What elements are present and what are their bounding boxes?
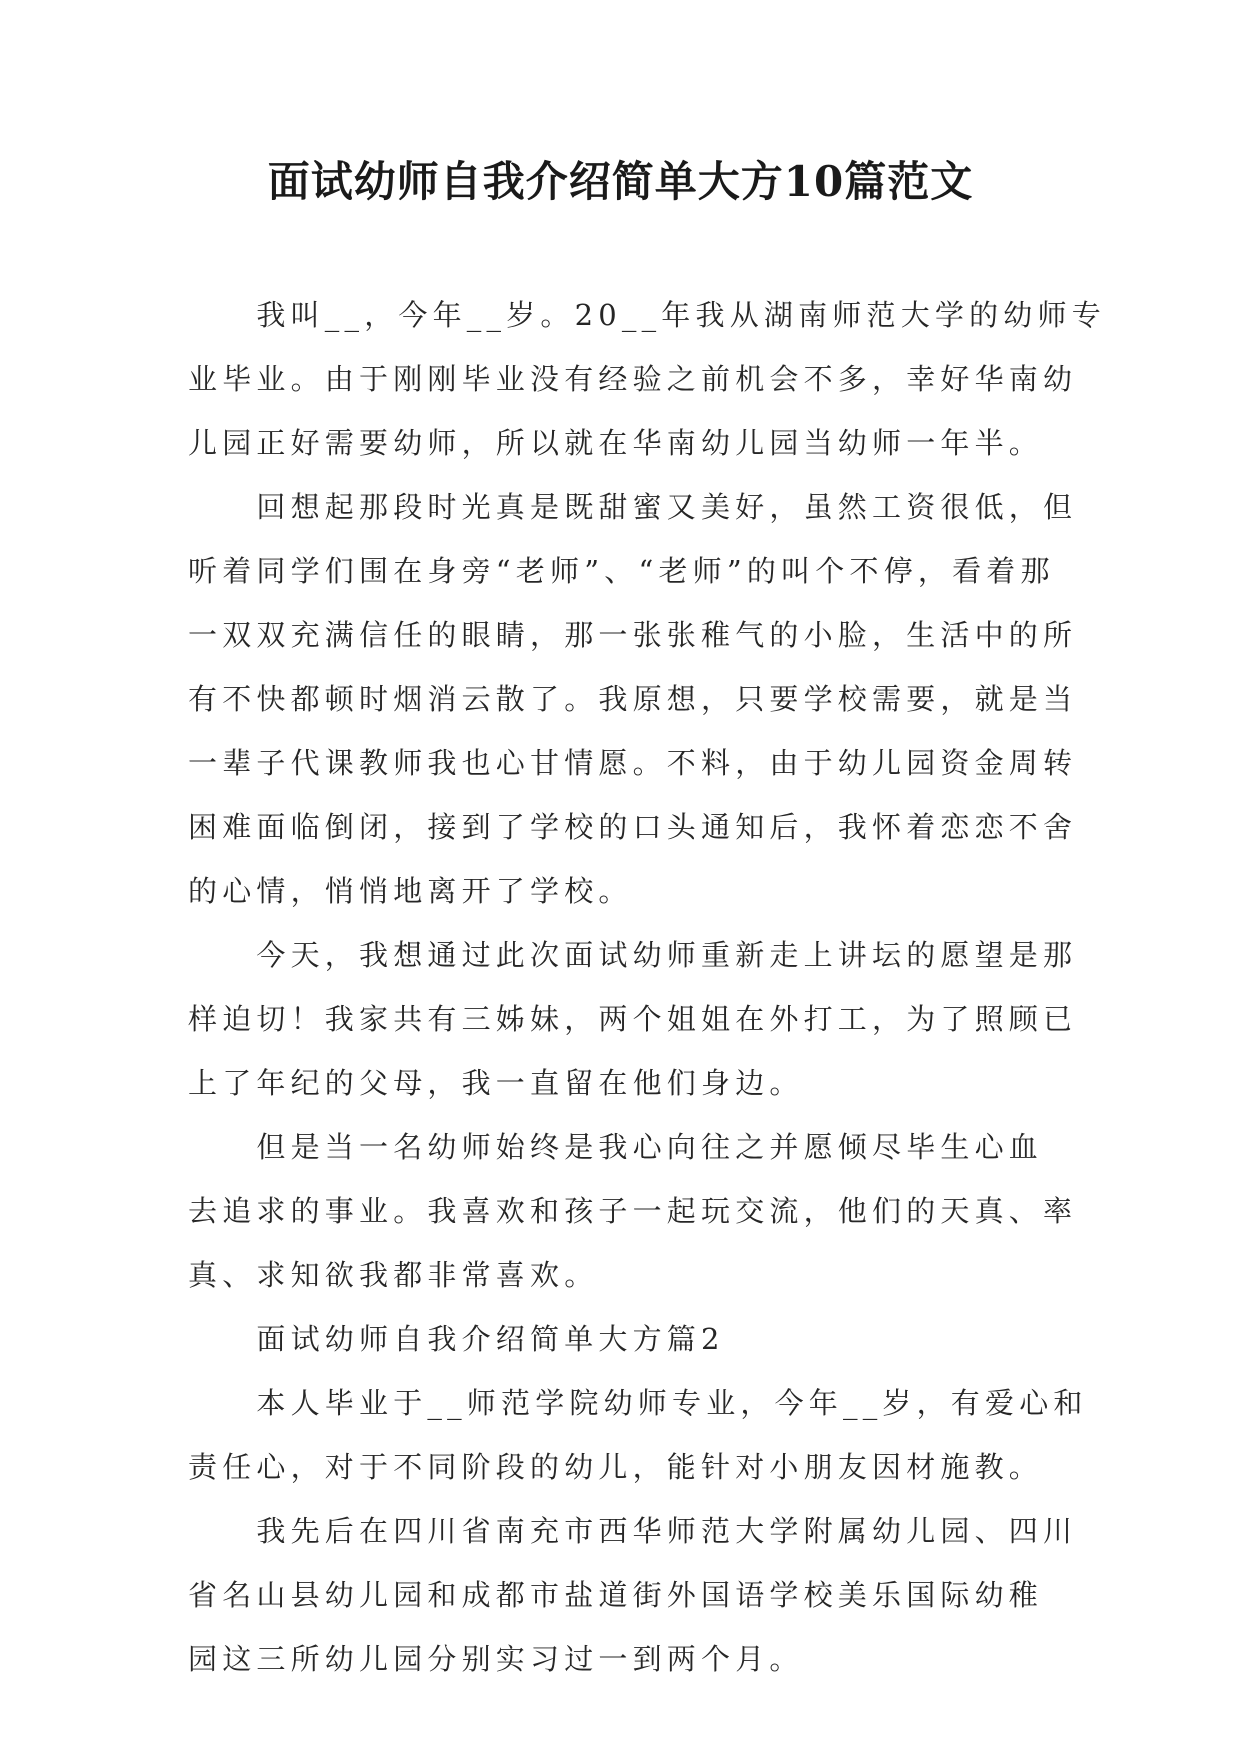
paragraph-6: 我先后在四川省南充市西华师范大学附属幼儿园、四川 省名山县幼儿园和成都市盐道街外国语学校美乐国际幼稚 园这三所幼儿园分别实习过一到两个月。 [188, 1514, 1078, 1676]
paragraph-2: 回想起那段时光真是既甜蜜又美好，虽然工资很低，但 听着同学们围在身旁“老师”、“老师”的叫个不停，看着那 一双双充满信任的眼睛，那一张张稚气的小脸，生活中的所 有不快都顿时烟消云散了。我原想，只要学校需要，就是当 一辈子代课教师我也心甘情愿。不料，由于幼儿园资金周转 困难面临倒闭，接到了学校的口头通知后，我怀着恋恋不舍 的心情，悄悄地离开了学校。 [188, 490, 1078, 908]
paragraph-1: 我叫__，今年__岁。20__年我从湖南师范大学的幼师专 业毕业。由于刚刚毕业没有经验之前机会不多，幸好华南幼 儿园正好需要幼师，所以就在华南幼儿园当幼师一年半。 [188, 298, 1106, 460]
document-title: 面试幼师自我介绍简单大方10篇范文 [267, 157, 974, 206]
section-heading-2: 面试幼师自我介绍简单大方篇2 [188, 1322, 725, 1356]
paragraph-4: 但是当一名幼师始终是我心向往之并愿倾尽毕生心血 去追求的事业。我喜欢和孩子一起玩交流，他们的天真、率 真、求知欲我都非常喜欢。 [188, 1130, 1078, 1292]
document-body [188, 283, 1106, 1691]
paragraph-5: 本人毕业于__师范学院幼师专业，今年__岁，有爱心和 责任心，对于不同阶段的幼儿，能针对小朋友因材施教。 [188, 1386, 1088, 1484]
paragraph-3: 今天，我想通过此次面试幼师重新走上讲坛的愿望是那 样迫切！我家共有三姊妹，两个姐姐在外打工，为了照顾已 上了年纪的父母，我一直留在他们身边。 [188, 938, 1078, 1100]
